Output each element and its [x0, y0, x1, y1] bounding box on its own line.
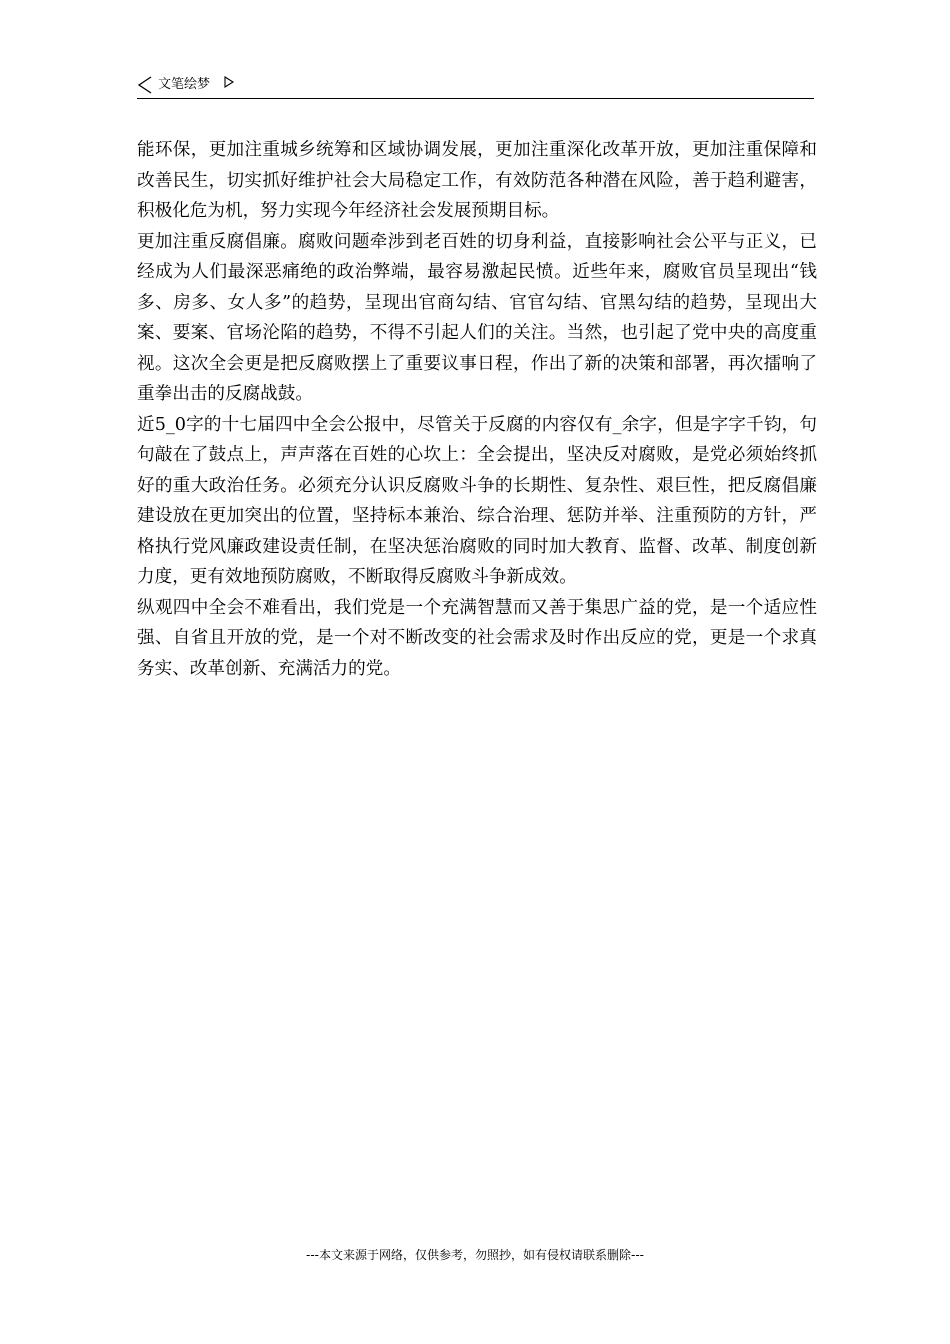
document-body	[137, 135, 817, 684]
paragraph: 更加注重反腐倡廉。腐败问题牵涉到老百姓的切身利益，直接影响社会公平与正义，已经成为人们最深恶痛绝的政治弊端，最容易激起民愤。近些年来，腐败官员呈现出“钱多、房多、女人多”的趋势，呈现出官商勾结、官官勾结、官黑勾结的趋势，呈现出大案、要案、官场沦陷的趋势，不得不引起人们的关注。当然，也引起了党中央的高度重视。这次全会更是把反腐败摆上了重要议事日程，作出了新的决策和部署，再次擂响了重拳出击的反腐战鼓。	[137, 231, 817, 404]
paragraph: 近5_0字的十七届四中全会公报中，尽管关于反腐的内容仅有_余字，但是字字千钧，句句敲在了鼓点上，声声落在百姓的心坎上：全会提出，坚决反对腐败，是党必须始终抓好的重大政治任务。必须充分认识反腐败斗争的长期性、复杂性、艰巨性，把反腐倡廉建设放在更加突出的位置，坚持标本兼治、综合治理、惩防并举、注重预防的方针，严格执行党风廉政建设责任制，在坚决惩治腐败的同时加大教育、监督、改革、制度创新力度，更有效地预防腐败，不断取得反腐败斗争新成效。	[137, 414, 817, 587]
header-title: 文笔绘梦	[158, 77, 211, 92]
page-header	[137, 74, 814, 99]
triangle-right-outline-icon	[223, 75, 235, 89]
footer-disclaimer: ---本文来源于网络，仅供参考，勿照抄，如有侵权请联系删除---	[306, 1248, 644, 1262]
paragraph: 纵观四中全会不难看出，我们党是一个充满智慧而又善于集思广益的党，是一个适应性强、自省且开放的党，是一个对不断改变的社会需求及时作出反应的党，更是一个求真务实、改革创新、充满活力的党。	[137, 597, 817, 679]
triangle-left-outline-icon	[137, 76, 153, 94]
paragraph: 能环保，更加注重城乡统筹和区域协调发展，更加注重深化改革开放，更加注重保障和改善民生，切实抓好维护社会大局稳定工作，有效防范各种潜在风险，善于趋利避害，积极化危为机，努力实现今年经济社会发展预期目标。	[137, 140, 817, 221]
